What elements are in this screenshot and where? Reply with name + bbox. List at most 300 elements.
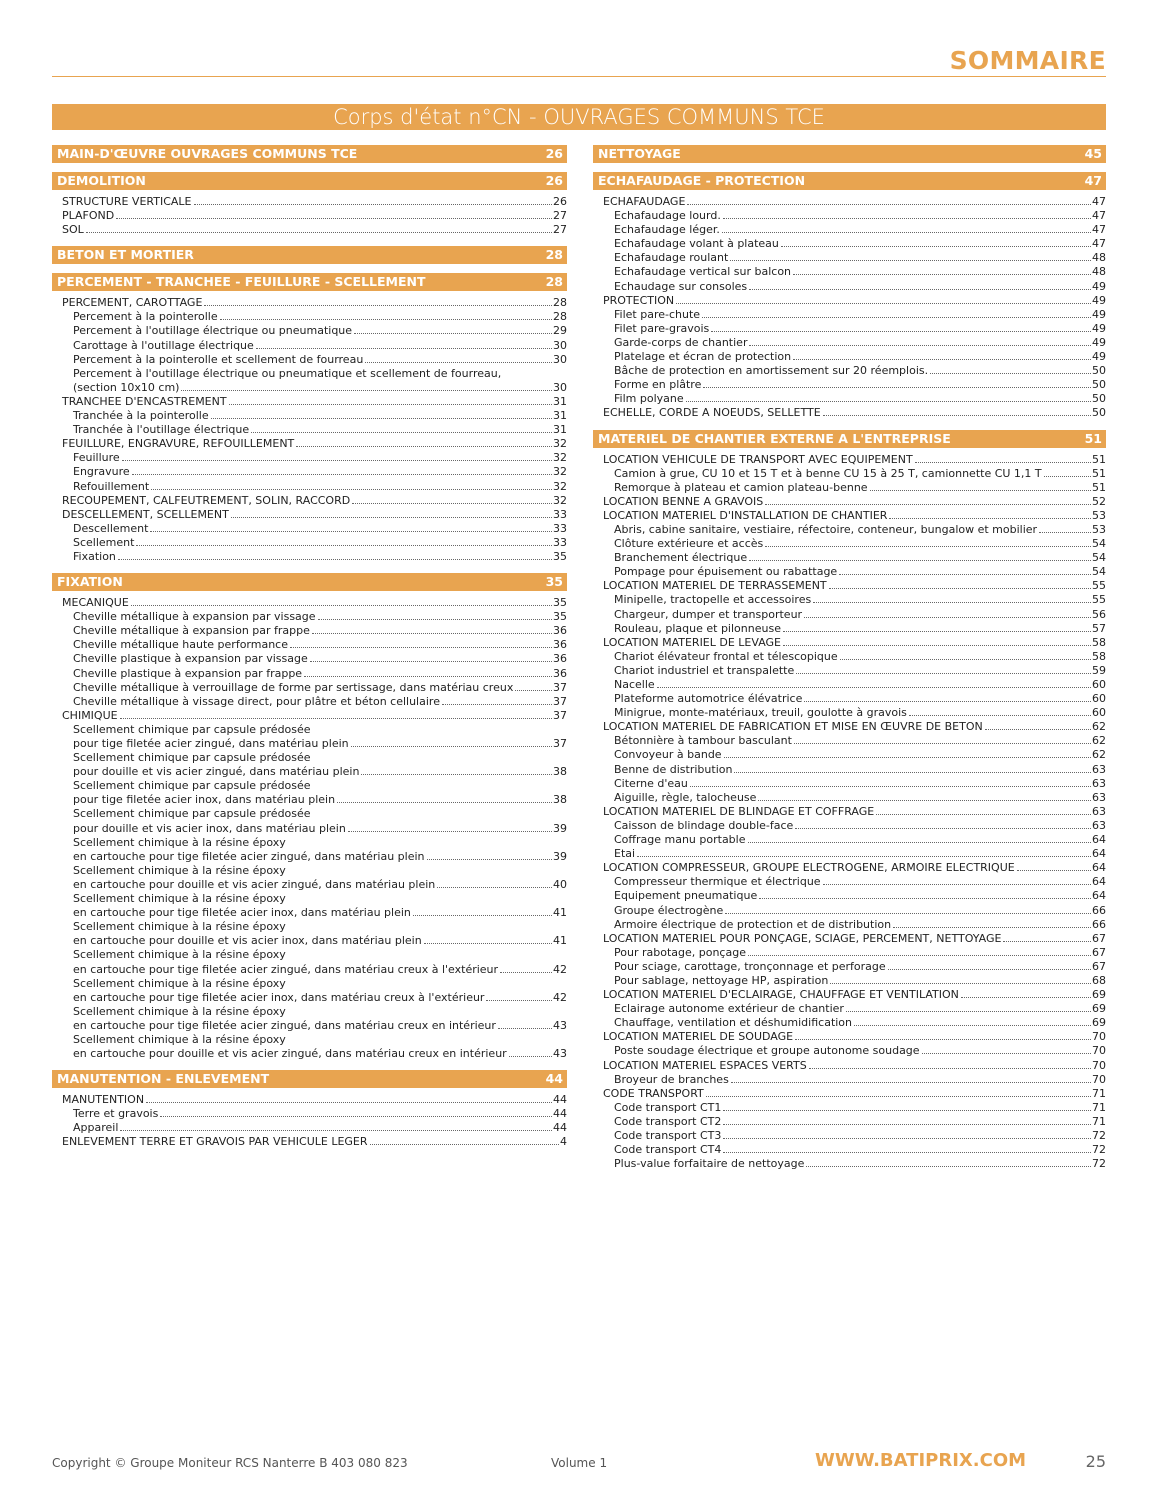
toc-entry[interactable] — [593, 833, 1106, 847]
entry-label: pour douille et vis acier inox, dans matériau plein — [73, 821, 346, 835]
toc-entry[interactable] — [52, 963, 567, 977]
entry-page: 72 — [1092, 1143, 1106, 1157]
toc-entry[interactable] — [593, 523, 1106, 537]
toc-entry[interactable] — [593, 467, 1106, 481]
toc-entry[interactable] — [593, 453, 1106, 467]
entry-label: Echaudage sur consoles — [614, 279, 748, 293]
entry-page: 27 — [553, 223, 567, 237]
entry-page: 47 — [1092, 237, 1106, 251]
entry-page: 37 — [553, 694, 567, 708]
entry-label: TRANCHEE D'ENCASTREMENT — [62, 394, 227, 408]
dot-leader — [765, 504, 1091, 505]
entry-label: CHIMIQUE — [62, 708, 118, 722]
toc-entry[interactable] — [593, 904, 1106, 918]
entry-page: 63 — [1092, 776, 1106, 790]
toc-entry[interactable] — [52, 652, 567, 666]
entry-label: pour douille et vis acier zingué, dans matériau plein — [73, 765, 360, 779]
entry-label: Echafaudage roulant — [614, 251, 729, 265]
entry-label: Chargeur, dumper et transporteur — [614, 607, 803, 621]
entry-page: 69 — [1092, 988, 1106, 1002]
toc-entry[interactable] — [593, 265, 1106, 279]
dot-leader — [829, 588, 1091, 589]
toc-entry[interactable] — [52, 596, 567, 610]
entry-page: 36 — [553, 666, 567, 680]
footer-copyright: Copyright © Groupe Moniteur RCS Nanterre B 403 080 823 — [52, 1456, 408, 1470]
entry-label: Cheville métallique à expansion par vissage — [73, 610, 316, 624]
entry-label: en cartouche pour tige filetée acier inox, dans matériau plein — [73, 906, 411, 920]
toc-entry[interactable] — [52, 296, 567, 310]
dot-leader — [793, 359, 1091, 360]
entry-page: 44 — [553, 1107, 567, 1121]
toc-entry[interactable] — [593, 819, 1106, 833]
toc-entry[interactable] — [593, 918, 1106, 932]
entry-label: Scellement chimique à la résine époxy — [73, 1032, 286, 1046]
dot-leader — [722, 232, 1091, 233]
toc-entry[interactable] — [593, 875, 1106, 889]
toc-entry[interactable] — [593, 706, 1106, 720]
toc-entry[interactable] — [593, 1030, 1106, 1044]
toc-section-header[interactable] — [52, 273, 567, 291]
entry-label: Bâche de protection en amortissement sur 20 réemplois. — [614, 364, 929, 378]
entry-page: 60 — [1092, 706, 1106, 720]
dot-leader — [725, 913, 1091, 914]
toc-entry[interactable] — [52, 367, 567, 381]
toc-entry[interactable] — [593, 308, 1106, 322]
dot-leader — [823, 415, 1091, 416]
toc-entry[interactable] — [593, 763, 1106, 777]
toc-entry[interactable] — [52, 779, 567, 793]
toc-entry[interactable] — [593, 551, 1106, 565]
entry-label: Compresseur thermique et électrique — [614, 875, 821, 889]
toc-entry[interactable] — [52, 310, 567, 324]
toc-entry[interactable] — [593, 1087, 1106, 1101]
toc-entry[interactable] — [52, 765, 567, 779]
entry-label: PERCEMENT, CAROTTAGE — [62, 296, 203, 310]
footer-website-link[interactable]: WWW.BATIPRIX.COM — [815, 1450, 1027, 1471]
entry-label: Convoyeur à bande — [614, 748, 722, 762]
section-title: FIXATION — [57, 574, 123, 590]
toc-entry[interactable] — [52, 1121, 567, 1135]
entry-page: 53 — [1092, 522, 1106, 536]
entry-page: 50 — [1092, 364, 1106, 378]
dot-leader — [809, 1068, 1091, 1069]
dot-leader — [1039, 532, 1091, 533]
entry-page: 64 — [1092, 889, 1106, 903]
toc-entry[interactable] — [593, 805, 1106, 819]
dot-leader — [748, 955, 1091, 956]
page-number: 25 — [1085, 1452, 1106, 1471]
dot-leader — [118, 559, 552, 560]
entry-label: ECHAFAUDAGE — [603, 195, 686, 208]
dot-leader — [731, 1082, 1091, 1083]
toc-entry[interactable] — [52, 1005, 567, 1019]
dot-leader — [840, 659, 1091, 660]
toc-section-header[interactable] — [52, 172, 567, 190]
toc-entry[interactable] — [52, 423, 567, 437]
toc-entry[interactable] — [52, 892, 567, 906]
toc-entry[interactable] — [52, 381, 567, 395]
entry-page: 58 — [1092, 649, 1106, 663]
toc-entry[interactable] — [593, 720, 1106, 734]
toc-entry[interactable] — [593, 1143, 1106, 1157]
toc-entry[interactable] — [52, 508, 567, 522]
toc-entry[interactable] — [52, 451, 567, 465]
toc-entry[interactable] — [593, 1016, 1106, 1030]
section-spacer — [593, 421, 1106, 430]
toc-section-header[interactable] — [52, 145, 567, 163]
section-title: MATERIEL DE CHANTIER EXTERNE A L'ENTREPRISE — [598, 430, 951, 446]
section-title: MAIN-D'ŒUVRE OUVRAGES COMMUNS TCE — [57, 146, 358, 161]
entry-page: 62 — [1092, 748, 1106, 762]
entry-label: Citerne d'eau — [614, 776, 688, 790]
entry-page: 35 — [553, 610, 567, 624]
toc-entry[interactable] — [52, 934, 567, 948]
entry-label: Cheville plastique à expansion par frappe — [73, 666, 303, 680]
dot-leader — [795, 1039, 1091, 1040]
toc-entry[interactable] — [52, 1033, 567, 1047]
toc-entry[interactable] — [52, 536, 567, 550]
toc-entry[interactable] — [52, 695, 567, 709]
toc-entry[interactable] — [593, 1101, 1106, 1115]
entry-label: pour tige filetée acier zingué, dans matériau plein — [73, 737, 349, 750]
entry-label: Bétonnière à tambour basculant — [614, 734, 792, 748]
entry-label: LOCATION MATERIEL ESPACES VERTS — [603, 1058, 807, 1072]
entry-label: Tranchée à l'outillage électrique — [73, 423, 250, 437]
section-spacer — [52, 564, 567, 573]
toc-entry[interactable] — [593, 748, 1106, 762]
toc-entry[interactable] — [52, 1135, 567, 1149]
toc-entry[interactable] — [593, 593, 1106, 607]
entry-label: Pour rabotage, ponçage — [614, 945, 746, 959]
toc-entry[interactable] — [52, 480, 567, 494]
dot-leader — [220, 319, 552, 320]
entry-label: LOCATION VEHICULE DE TRANSPORT AVEC EQUIPEMENT — [603, 452, 913, 466]
dot-leader — [783, 645, 1091, 646]
toc-entry[interactable] — [593, 974, 1106, 988]
entry-page: 51 — [1092, 480, 1106, 494]
dot-leader — [748, 842, 1092, 843]
toc-entry[interactable] — [593, 1002, 1106, 1016]
toc-entry[interactable] — [593, 847, 1106, 861]
dot-leader — [132, 474, 552, 475]
dot-leader — [348, 831, 552, 832]
toc-entry[interactable] — [593, 509, 1106, 523]
entry-page: 4 — [560, 1135, 567, 1149]
toc-entry[interactable] — [52, 977, 567, 991]
toc-entry[interactable] — [593, 622, 1106, 636]
toc-entry[interactable] — [52, 906, 567, 920]
toc-entry[interactable] — [593, 678, 1106, 692]
entry-label: LOCATION COMPRESSEUR, GROUPE ELECTROGENE, ARMOIRE ELECTRIQUE — [603, 861, 1015, 875]
dot-leader — [150, 531, 552, 532]
toc-section-header[interactable] — [593, 145, 1106, 163]
toc-entry[interactable] — [52, 850, 567, 864]
toc-entry[interactable] — [593, 608, 1106, 622]
toc-entry[interactable] — [52, 353, 567, 367]
entry-page: 38 — [553, 793, 567, 807]
dot-leader — [759, 898, 1091, 899]
entry-page: 60 — [1092, 678, 1106, 691]
entry-label: Plateforme automotrice élévatrice — [614, 692, 803, 706]
dot-leader — [830, 983, 1091, 984]
toc-entry[interactable] — [52, 465, 567, 479]
toc-entry[interactable] — [593, 579, 1106, 593]
toc-entry[interactable] — [593, 1157, 1106, 1171]
entry-label: Chauffage, ventilation et déshumidification — [614, 1016, 853, 1030]
entry-page: 33 — [553, 507, 567, 521]
entry-page: 43 — [553, 1047, 567, 1061]
toc-entry[interactable] — [52, 751, 567, 765]
toc-entry[interactable] — [593, 251, 1106, 265]
dot-leader — [702, 317, 1091, 318]
toc-entry[interactable] — [52, 822, 567, 836]
entry-label: Scellement chimique à la résine époxy — [73, 835, 286, 849]
entry-page: 36 — [553, 624, 567, 638]
toc-entry[interactable] — [593, 322, 1106, 336]
entry-page: 72 — [1092, 1157, 1106, 1171]
toc-entry[interactable] — [52, 1019, 567, 1033]
toc-entry[interactable] — [593, 350, 1106, 364]
dot-leader — [711, 331, 1091, 332]
entry-label: Filet pare-chute — [614, 307, 701, 321]
toc-entry[interactable] — [52, 737, 567, 751]
toc-entry[interactable] — [593, 1129, 1106, 1143]
toc-entry[interactable] — [593, 664, 1106, 678]
toc-entry[interactable] — [52, 836, 567, 850]
dot-leader — [723, 1124, 1091, 1125]
dot-leader — [86, 232, 552, 233]
toc-entry[interactable] — [52, 1047, 567, 1061]
page-title: SOMMAIRE — [949, 46, 1106, 75]
section-page: 45 — [1084, 146, 1102, 161]
dot-leader — [437, 887, 552, 888]
toc-entry[interactable] — [593, 946, 1106, 960]
toc-entry[interactable] — [52, 223, 567, 237]
toc-entry[interactable] — [52, 864, 567, 878]
toc-entry[interactable] — [52, 550, 567, 564]
toc-entry[interactable] — [52, 948, 567, 962]
dot-leader — [370, 1144, 559, 1145]
dot-leader — [337, 802, 552, 803]
toc-section-header[interactable] — [593, 172, 1106, 190]
toc-entry[interactable] — [593, 1115, 1106, 1129]
toc-section-header[interactable] — [593, 430, 1106, 448]
toc-entry[interactable] — [593, 1059, 1106, 1073]
toc-entry[interactable] — [52, 395, 567, 409]
entry-label: Tranchée à la pointerolle — [73, 409, 209, 423]
entry-label: en cartouche pour tige filetée acier zingué, dans matériau plein — [73, 849, 425, 863]
toc-entry[interactable] — [593, 223, 1106, 237]
toc-entry[interactable] — [52, 437, 567, 451]
toc-entry[interactable] — [52, 494, 567, 508]
toc-entry[interactable] — [52, 681, 567, 695]
section-page: 26 — [545, 146, 563, 161]
header-divider — [52, 76, 1106, 77]
toc-entry[interactable] — [52, 339, 567, 353]
toc-entry[interactable] — [593, 932, 1106, 946]
entry-label: en cartouche pour douille et vis acier inox, dans matériau plein — [73, 934, 422, 948]
dot-leader — [116, 218, 552, 219]
entry-label: Camion à grue, CU 10 et 15 T et à benne CU 15 à 25 T, camionnette CU 1,1 T — [614, 466, 1042, 480]
dot-leader — [500, 972, 552, 973]
toc-entry[interactable] — [52, 807, 567, 821]
dot-leader — [723, 1110, 1091, 1111]
dot-leader — [796, 673, 1091, 674]
entry-page: 68 — [1092, 973, 1106, 987]
entry-label: Appareil — [73, 1121, 119, 1135]
entry-label: Scellement chimique à la résine époxy — [73, 892, 286, 906]
entry-page: 47 — [1092, 223, 1106, 237]
toc-entry[interactable] — [52, 610, 567, 624]
toc-entry[interactable] — [52, 522, 567, 536]
toc-entry[interactable] — [593, 988, 1106, 1002]
toc-entry[interactable] — [52, 1107, 567, 1121]
entry-page: 63 — [1092, 762, 1106, 776]
toc-entry[interactable] — [593, 777, 1106, 791]
toc-entry[interactable] — [52, 793, 567, 807]
toc-entry[interactable] — [593, 237, 1106, 251]
section-spacer — [52, 264, 567, 273]
entry-label: Scellement chimique à la résine époxy — [73, 976, 286, 990]
dot-leader — [204, 305, 552, 306]
entry-label: Poste soudage électrique et groupe autonome soudage — [614, 1044, 920, 1058]
toc-entry[interactable] — [593, 195, 1106, 209]
entry-label: en cartouche pour tige filetée acier inox, dans matériau creux à l'extérieur — [73, 990, 485, 1004]
toc-entry[interactable] — [593, 378, 1106, 392]
dot-leader — [120, 1130, 552, 1131]
toc-section-header[interactable] — [52, 573, 567, 591]
toc-entry[interactable] — [593, 889, 1106, 903]
entry-page: 36 — [553, 638, 567, 652]
dot-leader — [160, 1116, 552, 1117]
toc-entry[interactable] — [593, 392, 1106, 406]
toc-entry[interactable] — [593, 650, 1106, 664]
toc-entry[interactable] — [52, 723, 567, 737]
dot-leader — [758, 800, 1091, 801]
toc-entry[interactable] — [593, 692, 1106, 706]
toc-entry[interactable] — [593, 336, 1106, 350]
toc-entry[interactable] — [52, 624, 567, 638]
entry-page: 49 — [1092, 279, 1106, 293]
entry-page: 64 — [1092, 833, 1106, 847]
toc-entry[interactable] — [593, 495, 1106, 509]
entry-page: 32 — [553, 437, 567, 451]
toc-entry[interactable] — [52, 324, 567, 338]
entry-label: Terre et gravois — [73, 1107, 159, 1121]
toc-entry[interactable] — [593, 960, 1106, 974]
toc-entry[interactable] — [593, 1044, 1106, 1058]
entry-page: 71 — [1092, 1114, 1106, 1128]
entry-page: 64 — [1092, 847, 1106, 861]
entry-label: LOCATION MATERIEL D'INSTALLATION DE CHANTIER — [603, 508, 888, 522]
entry-page: 35 — [553, 549, 567, 563]
toc-entry[interactable] — [593, 734, 1106, 748]
entry-label: LOCATION MATERIEL DE TERRASSEMENT — [603, 579, 827, 593]
toc-entry[interactable] — [52, 638, 567, 652]
entry-label: Groupe électrogène — [614, 903, 724, 917]
toc-entry[interactable] — [593, 209, 1106, 223]
section-page: 47 — [1084, 173, 1102, 188]
entry-page: 38 — [553, 765, 567, 779]
toc-entry[interactable] — [593, 565, 1106, 579]
entry-label: LOCATION MATERIEL DE LEVAGE — [603, 635, 782, 649]
entry-page: 49 — [1092, 307, 1106, 321]
toc-entry[interactable] — [52, 1093, 567, 1107]
toc-entry[interactable] — [593, 636, 1106, 650]
entry-page: 32 — [553, 493, 567, 507]
dot-leader — [1017, 870, 1091, 871]
dot-leader — [181, 390, 552, 391]
toc-entry[interactable] — [52, 991, 567, 1005]
toc-entry[interactable] — [593, 294, 1106, 308]
entry-label: DESCELLEMENT, SCELLEMENT — [62, 507, 229, 521]
entry-label: Branchement électrique — [614, 551, 748, 565]
entry-label: Pour sablage, nettoyage HP, aspiration — [614, 973, 829, 987]
toc-entry[interactable] — [52, 709, 567, 723]
entry-page: 52 — [1092, 494, 1106, 508]
entry-label: Percement à la pointerolle — [73, 310, 218, 324]
entry-page: 67 — [1092, 959, 1106, 973]
dot-leader — [310, 661, 552, 662]
dot-leader — [876, 814, 1091, 815]
dot-leader — [806, 1166, 1091, 1167]
entry-page: 28 — [553, 310, 567, 324]
toc-entry[interactable] — [593, 364, 1106, 378]
entry-label: Descellement — [73, 521, 149, 535]
entry-page: 56 — [1092, 607, 1106, 621]
entry-page: 64 — [1092, 861, 1106, 875]
toc-section-header[interactable] — [52, 1070, 567, 1088]
toc-entry[interactable] — [52, 920, 567, 934]
toc-section-header[interactable] — [52, 246, 567, 264]
toc-entry[interactable] — [52, 209, 567, 223]
entry-label: Armoire électrique de protection et de distribution — [614, 917, 892, 931]
entry-label: Scellement chimique à la résine époxy — [73, 948, 286, 962]
toc-entry[interactable] — [52, 409, 567, 423]
toc-entry[interactable] — [52, 195, 567, 209]
toc-entry[interactable] — [593, 537, 1106, 551]
toc-entry[interactable] — [593, 481, 1106, 495]
entry-label: Echafaudage vertical sur balcon — [614, 265, 792, 279]
entry-label: Etai — [614, 847, 636, 861]
entry-label: Scellement chimique à la résine époxy — [73, 920, 286, 934]
entry-page: 31 — [553, 409, 567, 423]
toc-entry[interactable] — [593, 406, 1106, 420]
dot-leader — [318, 619, 552, 620]
entry-label: LOCATION MATERIEL POUR PONÇAGE, SCIAGE, PERCEMENT, NETTOYAGE — [603, 931, 1002, 945]
toc-entry[interactable] — [593, 791, 1106, 805]
entry-label: (section 10x10 cm) — [73, 380, 180, 394]
toc-entry[interactable] — [593, 861, 1106, 875]
toc-entry[interactable] — [593, 1073, 1106, 1087]
dot-leader — [122, 460, 552, 461]
entry-page: 31 — [553, 423, 567, 437]
entry-label: FEUILLURE, ENGRAVURE, REFOUILLEMENT — [62, 437, 295, 451]
toc-entry[interactable] — [52, 667, 567, 681]
entry-label: ECHELLE, CORDE A NOEUDS, SELLETTE — [603, 406, 821, 420]
entry-page: 67 — [1092, 945, 1106, 959]
entry-label: LOCATION MATERIEL D'ECLAIRAGE, CHAUFFAGE ET VENTILATION — [603, 988, 959, 1002]
dot-leader — [194, 204, 552, 205]
dot-leader — [676, 303, 1091, 304]
entry-label: Feuillure — [73, 451, 120, 465]
section-title: ECHAFAUDAGE - PROTECTION — [598, 173, 806, 188]
toc-entry[interactable] — [52, 878, 567, 892]
dot-leader — [120, 718, 552, 719]
entry-page: 69 — [1092, 1002, 1106, 1016]
entry-label: SOL — [62, 223, 84, 237]
toc-entry[interactable] — [593, 280, 1106, 294]
